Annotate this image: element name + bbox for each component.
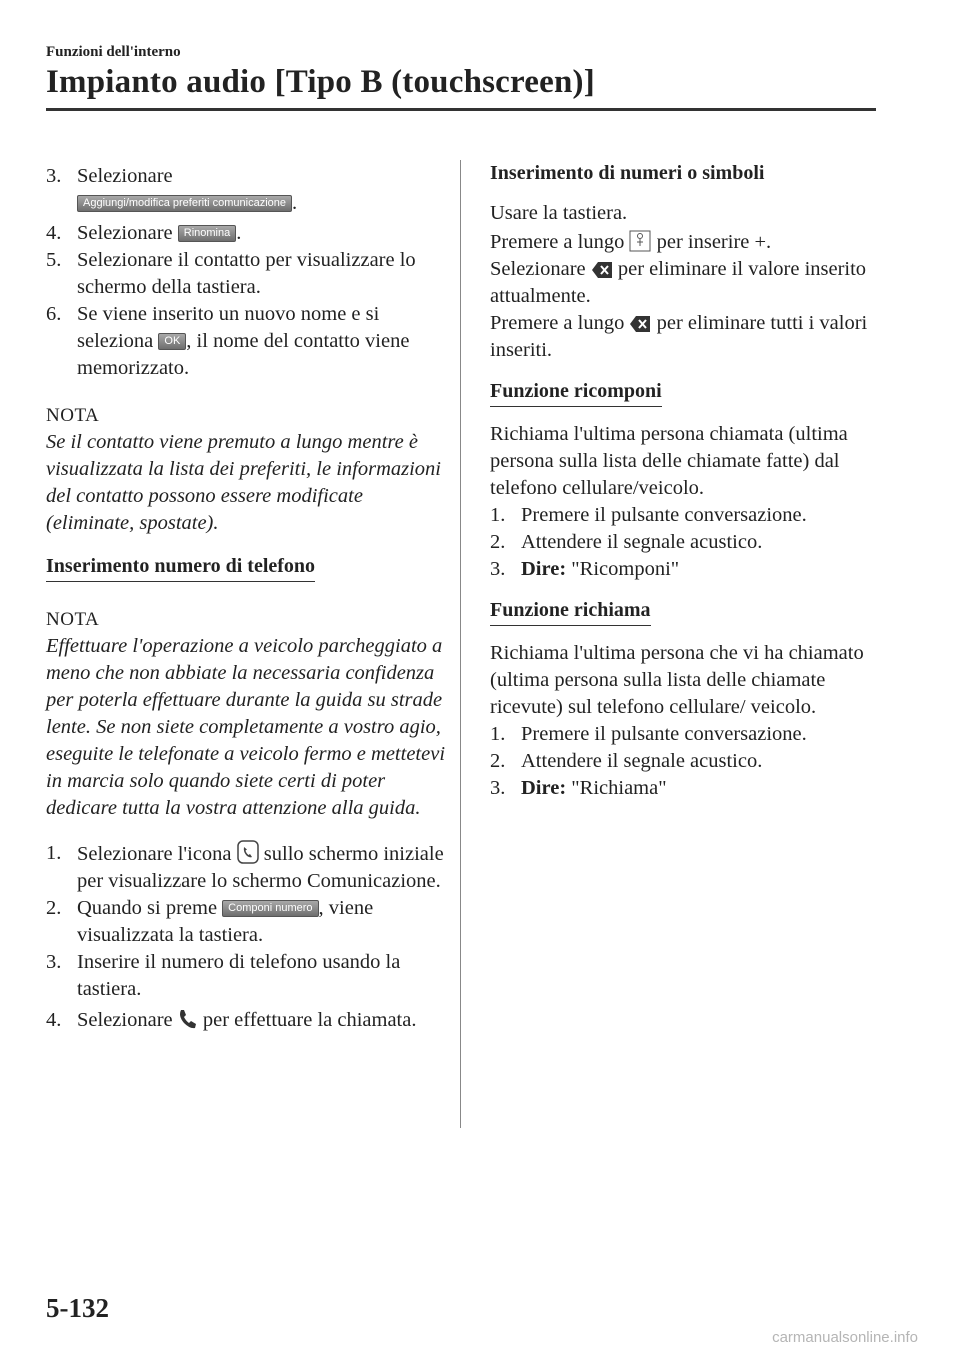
note-text: Effettuare l'operazione a veicolo parcheggiato a meno che non abbiate la necessaria confidenza per poterla effettuare durante la guida su strade lente. Se non siete completamente a vostro agio, eseguite le telefonate a veicolo fermo e mettetevi in marcia solo quando siete certi di poter dedicare tutta la vostra attenzione alla guida. xyxy=(46,635,446,819)
step-number: 2. xyxy=(46,897,62,919)
paragraph-text: per eliminare il valore inserito attualmente. xyxy=(490,258,867,307)
step-number: 6. xyxy=(46,303,62,325)
dial-step-1 xyxy=(46,840,446,895)
right-column xyxy=(490,160,870,802)
step-text: Selezionare il contatto per visualizzare lo schermo della tastiera. xyxy=(77,249,416,298)
redial-heading: Funzione ricomponi xyxy=(490,379,662,407)
callback-step-3 xyxy=(490,775,870,802)
watermark[interactable]: carmanualsonline.info xyxy=(772,1329,918,1346)
step-text: Quando si preme xyxy=(77,897,218,919)
communication-icon xyxy=(237,840,259,864)
step-number: 1. xyxy=(490,504,506,526)
step-number: 3. xyxy=(46,165,62,187)
step-number: 1. xyxy=(46,842,62,864)
callback-heading-wrap xyxy=(490,597,870,626)
paragraph-text: per eliminare tutti i valori inseriti. xyxy=(490,312,868,361)
step-number: 1. xyxy=(490,723,506,745)
paragraph-text: Selezionare xyxy=(490,258,586,280)
redial-step-3 xyxy=(490,556,870,583)
step-number: 4. xyxy=(46,222,62,244)
step-number: 4. xyxy=(46,1009,62,1031)
note-title: NOTA xyxy=(46,609,100,630)
step-text-cont: per effettuare la chiamata. xyxy=(202,1009,417,1031)
callback-heading: Funzione richiama xyxy=(490,598,651,626)
backspace-icon xyxy=(629,315,651,333)
paragraph: Usare la tastiera. xyxy=(490,202,628,224)
step-text: Selezionare l'icona xyxy=(77,843,232,865)
step-text: Selezionare xyxy=(77,222,173,244)
step-4 xyxy=(46,220,446,247)
dial-step-2 xyxy=(46,895,446,949)
step-number: 3. xyxy=(490,777,506,799)
step-text: Attendere il segnale acustico. xyxy=(521,531,763,553)
step-5 xyxy=(46,247,446,301)
redial-intro: Richiama l'ultima persona chiamata (ultima persona sulla lista delle chiamate fatte) dal telefono cellulare/veicolo. xyxy=(490,423,848,499)
step-number: 5. xyxy=(46,249,62,271)
title-divider xyxy=(46,108,876,111)
step-text-cont: , viene visualizzata la tastiera. xyxy=(77,897,374,946)
step-text-cont: sullo schermo iniziale per visualizzare lo schermo Comunicazione. xyxy=(77,843,444,892)
page-number: 5-132 xyxy=(46,1293,109,1323)
dial-step-4 xyxy=(46,1007,446,1034)
phone-entry-heading: Inserimento numero di telefono xyxy=(46,554,315,582)
note-text: Se il contatto viene premuto a lungo mentre è visualizzata la lista dei preferiti, le informazioni del contatto possono essere modificate (eliminate, spostate). xyxy=(46,431,442,534)
step-text: "Ricomponi" xyxy=(571,558,680,580)
step-number: 3. xyxy=(490,558,506,580)
step-number: 3. xyxy=(46,951,62,973)
step-6 xyxy=(46,301,446,382)
step-end: . xyxy=(292,192,298,214)
callback-intro: Richiama l'ultima persona che vi ha chiamato (ultima persona sulla lista delle chiamate ricevute) sul telefono cellulare/ veicolo. xyxy=(490,642,864,718)
callback-step-2 xyxy=(490,748,870,775)
add-edit-favorites-button: Aggiungi/modifica preferiti comunicazione xyxy=(77,195,292,212)
step-text-cont: , il nome del contatto viene memorizzato. xyxy=(77,330,410,379)
paragraph-text: Premere a lungo xyxy=(490,312,625,334)
step-number: 2. xyxy=(490,750,506,772)
say-label: Dire: xyxy=(521,558,567,580)
numbers-symbols-heading: Inserimento di numeri o simboli xyxy=(490,162,765,184)
paragraph xyxy=(490,229,870,256)
paragraph xyxy=(490,256,870,310)
ok-button: OK xyxy=(158,333,186,350)
page-title: Impianto audio [Tipo B (touchscreen)] xyxy=(46,64,595,100)
phone-handset-icon xyxy=(178,1008,198,1030)
backspace-icon xyxy=(591,261,613,279)
column-divider xyxy=(460,160,461,1128)
paragraph-text: per inserire +. xyxy=(656,231,772,253)
phone-entry-heading-wrap xyxy=(46,553,446,582)
callback-step-1 xyxy=(490,721,870,748)
step-end: . xyxy=(236,222,242,244)
step-text: "Richiama" xyxy=(571,777,667,799)
paragraph xyxy=(490,310,870,364)
step-3 xyxy=(46,163,446,217)
paragraph-text: Premere a lungo xyxy=(490,231,625,253)
section-label: Funzioni dell'interno xyxy=(46,44,181,60)
left-column xyxy=(46,163,446,1034)
dial-number-button: Componi numero xyxy=(222,900,318,917)
step-text: Premere il pulsante conversazione. xyxy=(521,504,807,526)
dial-step-3 xyxy=(46,949,446,1003)
step-text: Selezionare xyxy=(77,165,173,187)
redial-heading-wrap xyxy=(490,378,870,407)
step-text: Attendere il segnale acustico. xyxy=(521,750,763,772)
redial-step-1 xyxy=(490,502,870,529)
rename-button: Rinomina xyxy=(178,225,236,242)
step-text: Inserire il numero di telefono usando la tastiera. xyxy=(77,951,401,1000)
say-label: Dire: xyxy=(521,777,567,799)
step-text: Premere il pulsante conversazione. xyxy=(521,723,807,745)
step-text: Selezionare xyxy=(77,1009,173,1031)
note-title: NOTA xyxy=(46,405,100,426)
plus-key-icon xyxy=(629,230,651,252)
step-text: Se viene inserito un nuovo nome e si seleziona xyxy=(77,303,380,352)
step-number: 2. xyxy=(490,531,506,553)
redial-step-2 xyxy=(490,529,870,556)
